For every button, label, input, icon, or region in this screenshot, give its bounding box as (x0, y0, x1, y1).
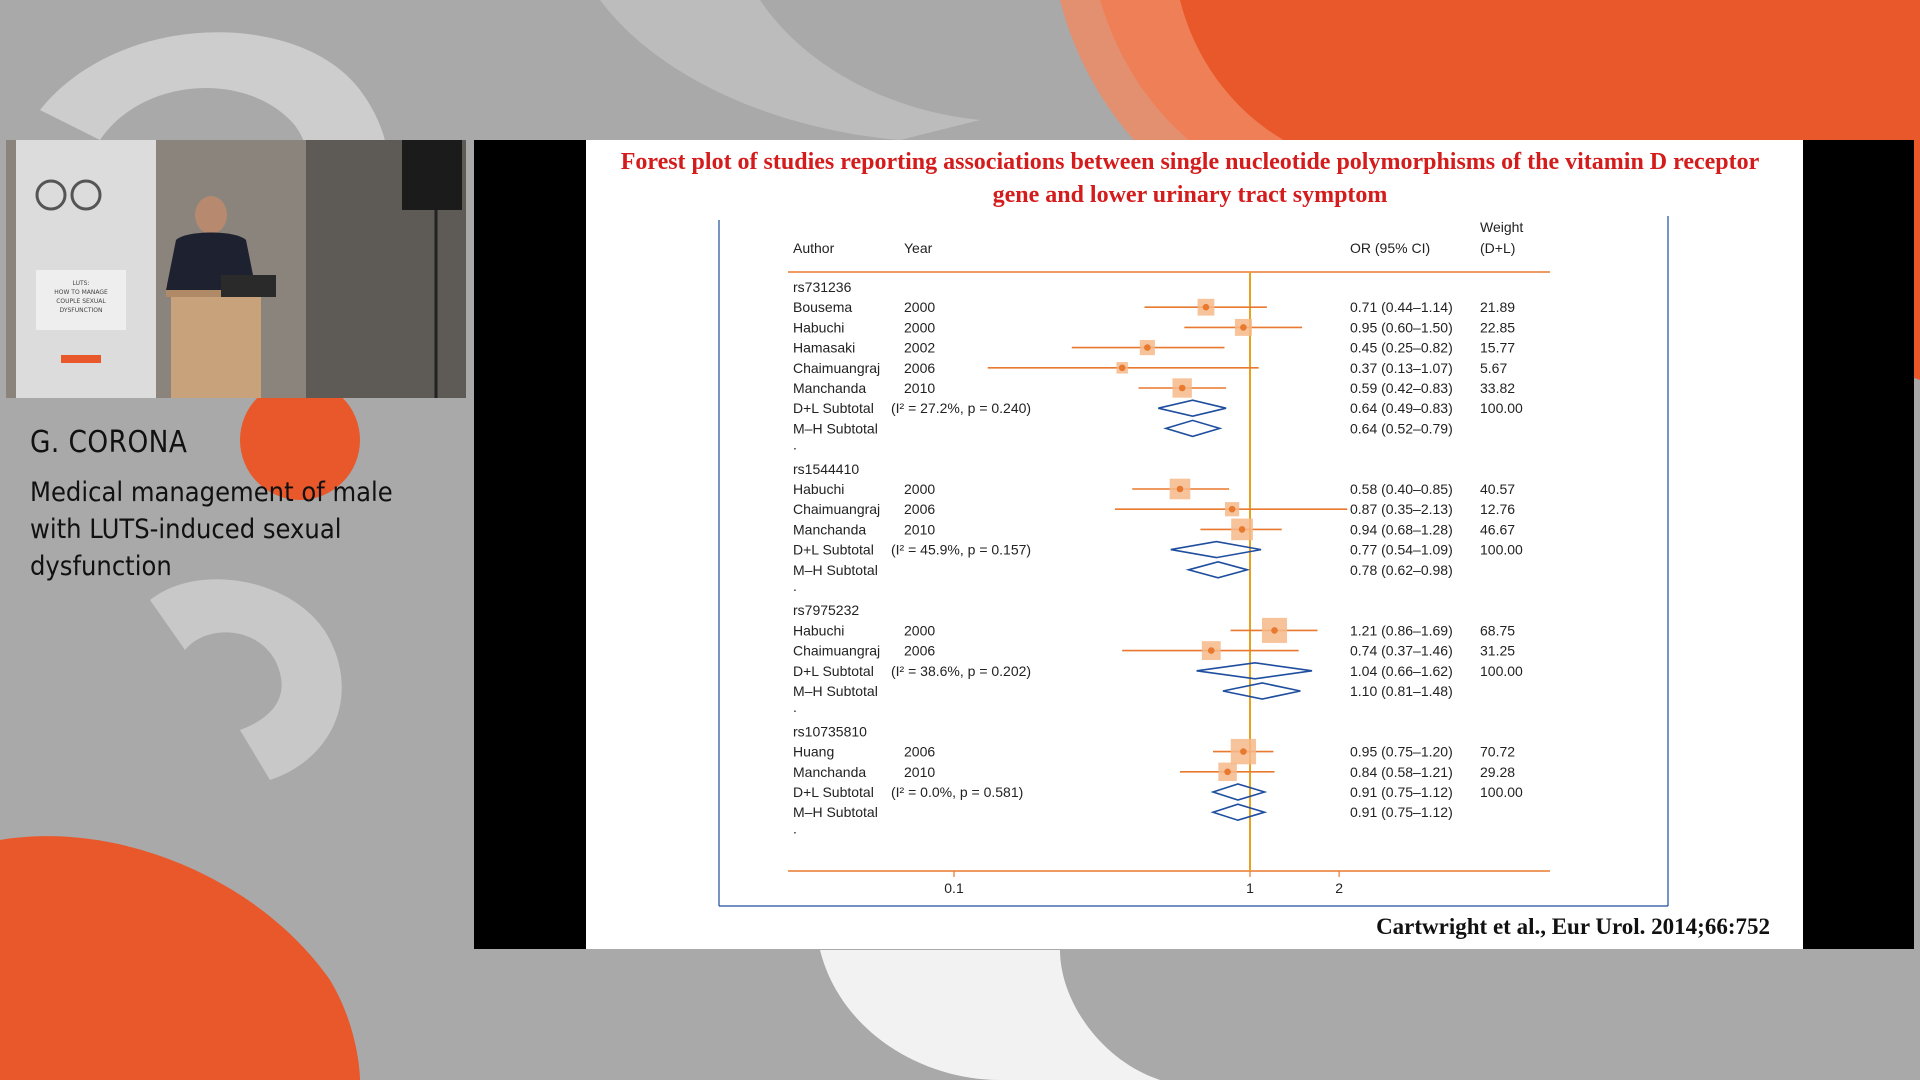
study-author: Hamasaki (793, 339, 856, 356)
study-weight: 31.25 (1480, 642, 1516, 659)
dl-heterogeneity: (I² = 27.2%, p = 0.240) (891, 400, 1032, 417)
study-year: 2000 (904, 481, 936, 497)
mh-subtotal-label: M–H Subtotal (793, 420, 878, 437)
header-weight-line1: Weight (1480, 219, 1524, 235)
talk-title: Medical management of male with LUTS-induced sexual dysfunction (30, 477, 393, 582)
dl-or-ci: 0.64 (0.49–0.83) (1350, 400, 1453, 417)
study-author: Habuchi (793, 319, 845, 336)
x-axis-tick-label: 2 (1335, 880, 1344, 896)
group-label: rs731236 (793, 279, 852, 295)
mh-or-ci: 1.10 (0.81–1.48) (1350, 683, 1453, 699)
forest-plot (586, 140, 1803, 949)
poster-line-4: DYSFUNCTION (59, 307, 103, 314)
study-or-ci: 0.84 (0.58–1.21) (1350, 763, 1453, 780)
group-label: rs1544410 (793, 460, 860, 477)
study-weight: 15.77 (1480, 339, 1516, 356)
mh-subtotal-label: M–H Subtotal (793, 804, 878, 821)
study-year: 2010 (904, 380, 936, 396)
study-or-ci: 0.95 (0.60–1.50) (1350, 319, 1453, 336)
study-or-ci: 0.37 (0.13–1.07) (1350, 359, 1453, 376)
study-year: 2000 (904, 622, 936, 639)
dl-or-ci: 0.77 (0.54–1.09) (1350, 541, 1453, 558)
study-weight: 29.28 (1480, 763, 1516, 780)
study-year: 2010 (904, 521, 936, 538)
study-year: 2010 (904, 763, 936, 780)
study-author: Bousema (793, 299, 853, 316)
slide-citation: Cartwright et al., Eur Urol. 2014;66:752 (1376, 914, 1770, 939)
point-estimate (1119, 365, 1126, 372)
dl-diamond (1213, 784, 1265, 800)
point-estimate (1229, 506, 1236, 513)
study-or-ci: 0.95 (0.75–1.20) (1350, 743, 1453, 760)
study-author: Habuchi (793, 622, 845, 639)
study-weight: 21.89 (1480, 299, 1516, 316)
study-year: 2006 (904, 359, 936, 376)
study-author: Chaimuangraj (793, 501, 881, 518)
study-or-ci: 0.71 (0.44–1.14) (1350, 299, 1453, 316)
study-year: 2006 (904, 642, 936, 659)
study-weight: 22.85 (1480, 319, 1516, 336)
study-year: 2002 (904, 339, 936, 356)
dl-subtotal-label: D+L Subtotal (793, 400, 874, 417)
study-or-ci: 0.59 (0.42–0.83) (1350, 380, 1453, 396)
group-spacer-dot: . (793, 820, 797, 837)
speaker-camera-feed (6, 140, 466, 398)
study-weight: 40.57 (1480, 481, 1516, 497)
dl-subtotal-label: D+L Subtotal (793, 541, 874, 558)
dl-weight: 100.00 (1480, 784, 1523, 800)
x-axis-tick-label: 0.1 (944, 880, 964, 896)
dl-subtotal-label: D+L Subtotal (793, 662, 874, 679)
group-label: rs10735810 (793, 723, 867, 740)
study-or-ci: 0.87 (0.35–2.13) (1350, 501, 1453, 518)
study-year: 2000 (904, 319, 936, 336)
point-estimate (1271, 627, 1278, 634)
study-or-ci: 0.94 (0.68–1.28) (1350, 521, 1453, 538)
point-estimate (1203, 304, 1210, 311)
study-or-ci: 0.45 (0.25–0.82) (1350, 339, 1453, 356)
study-weight: 5.67 (1480, 359, 1508, 376)
poster-line-3: COUPLE SEXUAL (56, 298, 106, 305)
podium (171, 290, 261, 398)
mh-diamond (1213, 804, 1265, 820)
point-estimate (1240, 748, 1247, 755)
dl-diamond (1171, 542, 1261, 558)
dl-or-ci: 1.04 (0.66–1.62) (1350, 662, 1453, 679)
mh-or-ci: 0.78 (0.62–0.98) (1350, 561, 1453, 578)
speaker-box (402, 140, 462, 210)
study-author: Chaimuangraj (793, 642, 881, 659)
study-or-ci: 0.74 (0.37–1.46) (1350, 642, 1453, 659)
dl-diamond (1197, 663, 1312, 679)
study-weight: 33.82 (1480, 380, 1516, 396)
study-weight: 46.67 (1480, 521, 1516, 538)
point-estimate (1239, 526, 1246, 533)
dl-heterogeneity: (I² = 38.6%, p = 0.202) (891, 662, 1032, 679)
mh-subtotal-label: M–H Subtotal (793, 683, 878, 699)
mh-diamond (1223, 683, 1300, 699)
point-estimate (1240, 324, 1247, 331)
point-estimate (1144, 344, 1151, 351)
study-or-ci: 1.21 (0.86–1.69) (1350, 622, 1453, 639)
study-weight: 12.76 (1480, 501, 1516, 518)
point-estimate (1224, 769, 1231, 776)
group-spacer-dot: . (793, 436, 797, 453)
study-year: 2006 (904, 743, 936, 760)
x-axis-tick-label: 1 (1246, 880, 1254, 896)
study-author: Manchanda (793, 521, 867, 538)
study-author: Huang (793, 743, 835, 760)
dl-or-ci: 0.91 (0.75–1.12) (1350, 784, 1453, 800)
speaker-name: G. CORONA (30, 425, 188, 460)
header-author: Author (793, 240, 835, 256)
study-or-ci: 0.58 (0.40–0.85) (1350, 481, 1453, 497)
group-spacer-dot: . (793, 578, 797, 594)
header-or-ci: OR (95% CI) (1350, 240, 1431, 256)
mh-diamond (1166, 420, 1220, 436)
header-year: Year (904, 240, 933, 256)
dl-heterogeneity: (I² = 0.0%, p = 0.581) (891, 784, 1024, 800)
header-weight-line2: (D+L) (1480, 240, 1516, 256)
study-author: Habuchi (793, 481, 845, 497)
point-estimate (1177, 486, 1184, 493)
study-year: 2006 (904, 501, 936, 518)
study-author: Chaimuangraj (793, 359, 881, 376)
study-author: Manchanda (793, 380, 867, 396)
poster-line-2: HOW TO MANAGE (54, 289, 108, 296)
poster-line-1: LUTS: (72, 280, 90, 287)
speaker-head (195, 196, 227, 234)
study-weight: 70.72 (1480, 743, 1516, 760)
dl-weight: 100.00 (1480, 400, 1523, 417)
mh-diamond (1189, 562, 1248, 578)
study-weight: 68.75 (1480, 622, 1516, 639)
point-estimate (1208, 647, 1215, 654)
mh-or-ci: 0.91 (0.75–1.12) (1350, 804, 1453, 821)
mh-subtotal-label: M–H Subtotal (793, 561, 878, 578)
dl-diamond (1158, 400, 1226, 416)
dl-heterogeneity: (I² = 45.9%, p = 0.157) (891, 541, 1032, 558)
slide-title: Forest plot of studies reporting associations between single nucleotide polymorphisms of the vitamin D receptor gene and lower urinary tract symptom (620, 149, 1760, 208)
group-label: rs7975232 (793, 602, 860, 619)
group-spacer-dot: . (793, 699, 797, 716)
mh-or-ci: 0.64 (0.52–0.79) (1350, 420, 1453, 437)
dl-subtotal-label: D+L Subtotal (793, 784, 874, 800)
dl-weight: 100.00 (1480, 541, 1523, 558)
dl-weight: 100.00 (1480, 662, 1523, 679)
point-estimate (1179, 385, 1186, 392)
study-author: Manchanda (793, 763, 867, 780)
study-year: 2000 (904, 299, 936, 316)
